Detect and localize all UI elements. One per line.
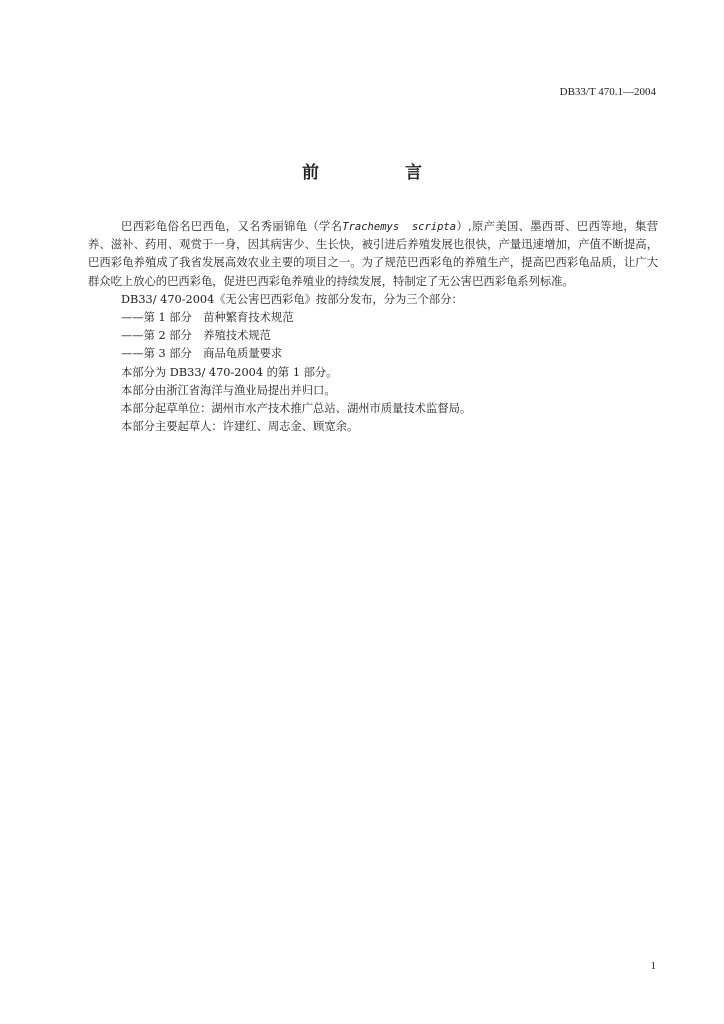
drafting-units-statement: 本部分起草单位：湖州市水产技术推广总站、湖州市质量技术监督局。 xyxy=(121,402,472,416)
publication-statement: DB33/ 470-2004《无公害巴西彩龟》按部分发布，分为三个部分： xyxy=(121,292,463,306)
part-list-item-3: ——第 3 部分 商品龟质量要求 xyxy=(121,347,283,361)
intro-text-after: ）,原产美国、墨西哥、巴西等地，集营养、滋补、药用、观赏于一身，因其病害少、生长快，被引进后养殖发展也很快，产量迅速增加，产值不断提高，巴西彩龟养殖成了我省发展高效农业主要的项目之一。为了规范巴西彩龟的养殖生产，提高巴西彩龟品质，让广大群众吃上放心的巴西彩龟，促进巴西彩龟养殖业的持续发展，特制定了无公害巴西彩龟系列标准。 xyxy=(88,220,659,288)
intro-paragraph xyxy=(88,218,658,291)
foreword-body xyxy=(88,218,658,436)
document-code: DB33/T 470.1—2004 xyxy=(559,86,656,98)
page-number: 1 xyxy=(650,960,656,972)
drafters-statement: 本部分主要起草人：许建红、周志金、顾宽余。 xyxy=(121,420,359,434)
intro-text-before: 巴西彩龟俗名巴西龟，又名秀丽锦龟（学名 xyxy=(121,220,343,233)
species-scientific-name: Trachemys scripta xyxy=(342,221,457,233)
part-list-item-1: ——第 1 部分 苗种繁育技术规范 xyxy=(121,311,294,325)
page-title: 前 言 xyxy=(302,163,462,183)
proposer-statement: 本部分由浙江省海洋与渔业局提出并归口。 xyxy=(121,383,336,397)
part-list-item-2: ——第 2 部分 养殖技术规范 xyxy=(121,329,271,343)
part-statement: 本部分为 DB33/ 470-2004 的第 1 部分。 xyxy=(121,365,338,379)
